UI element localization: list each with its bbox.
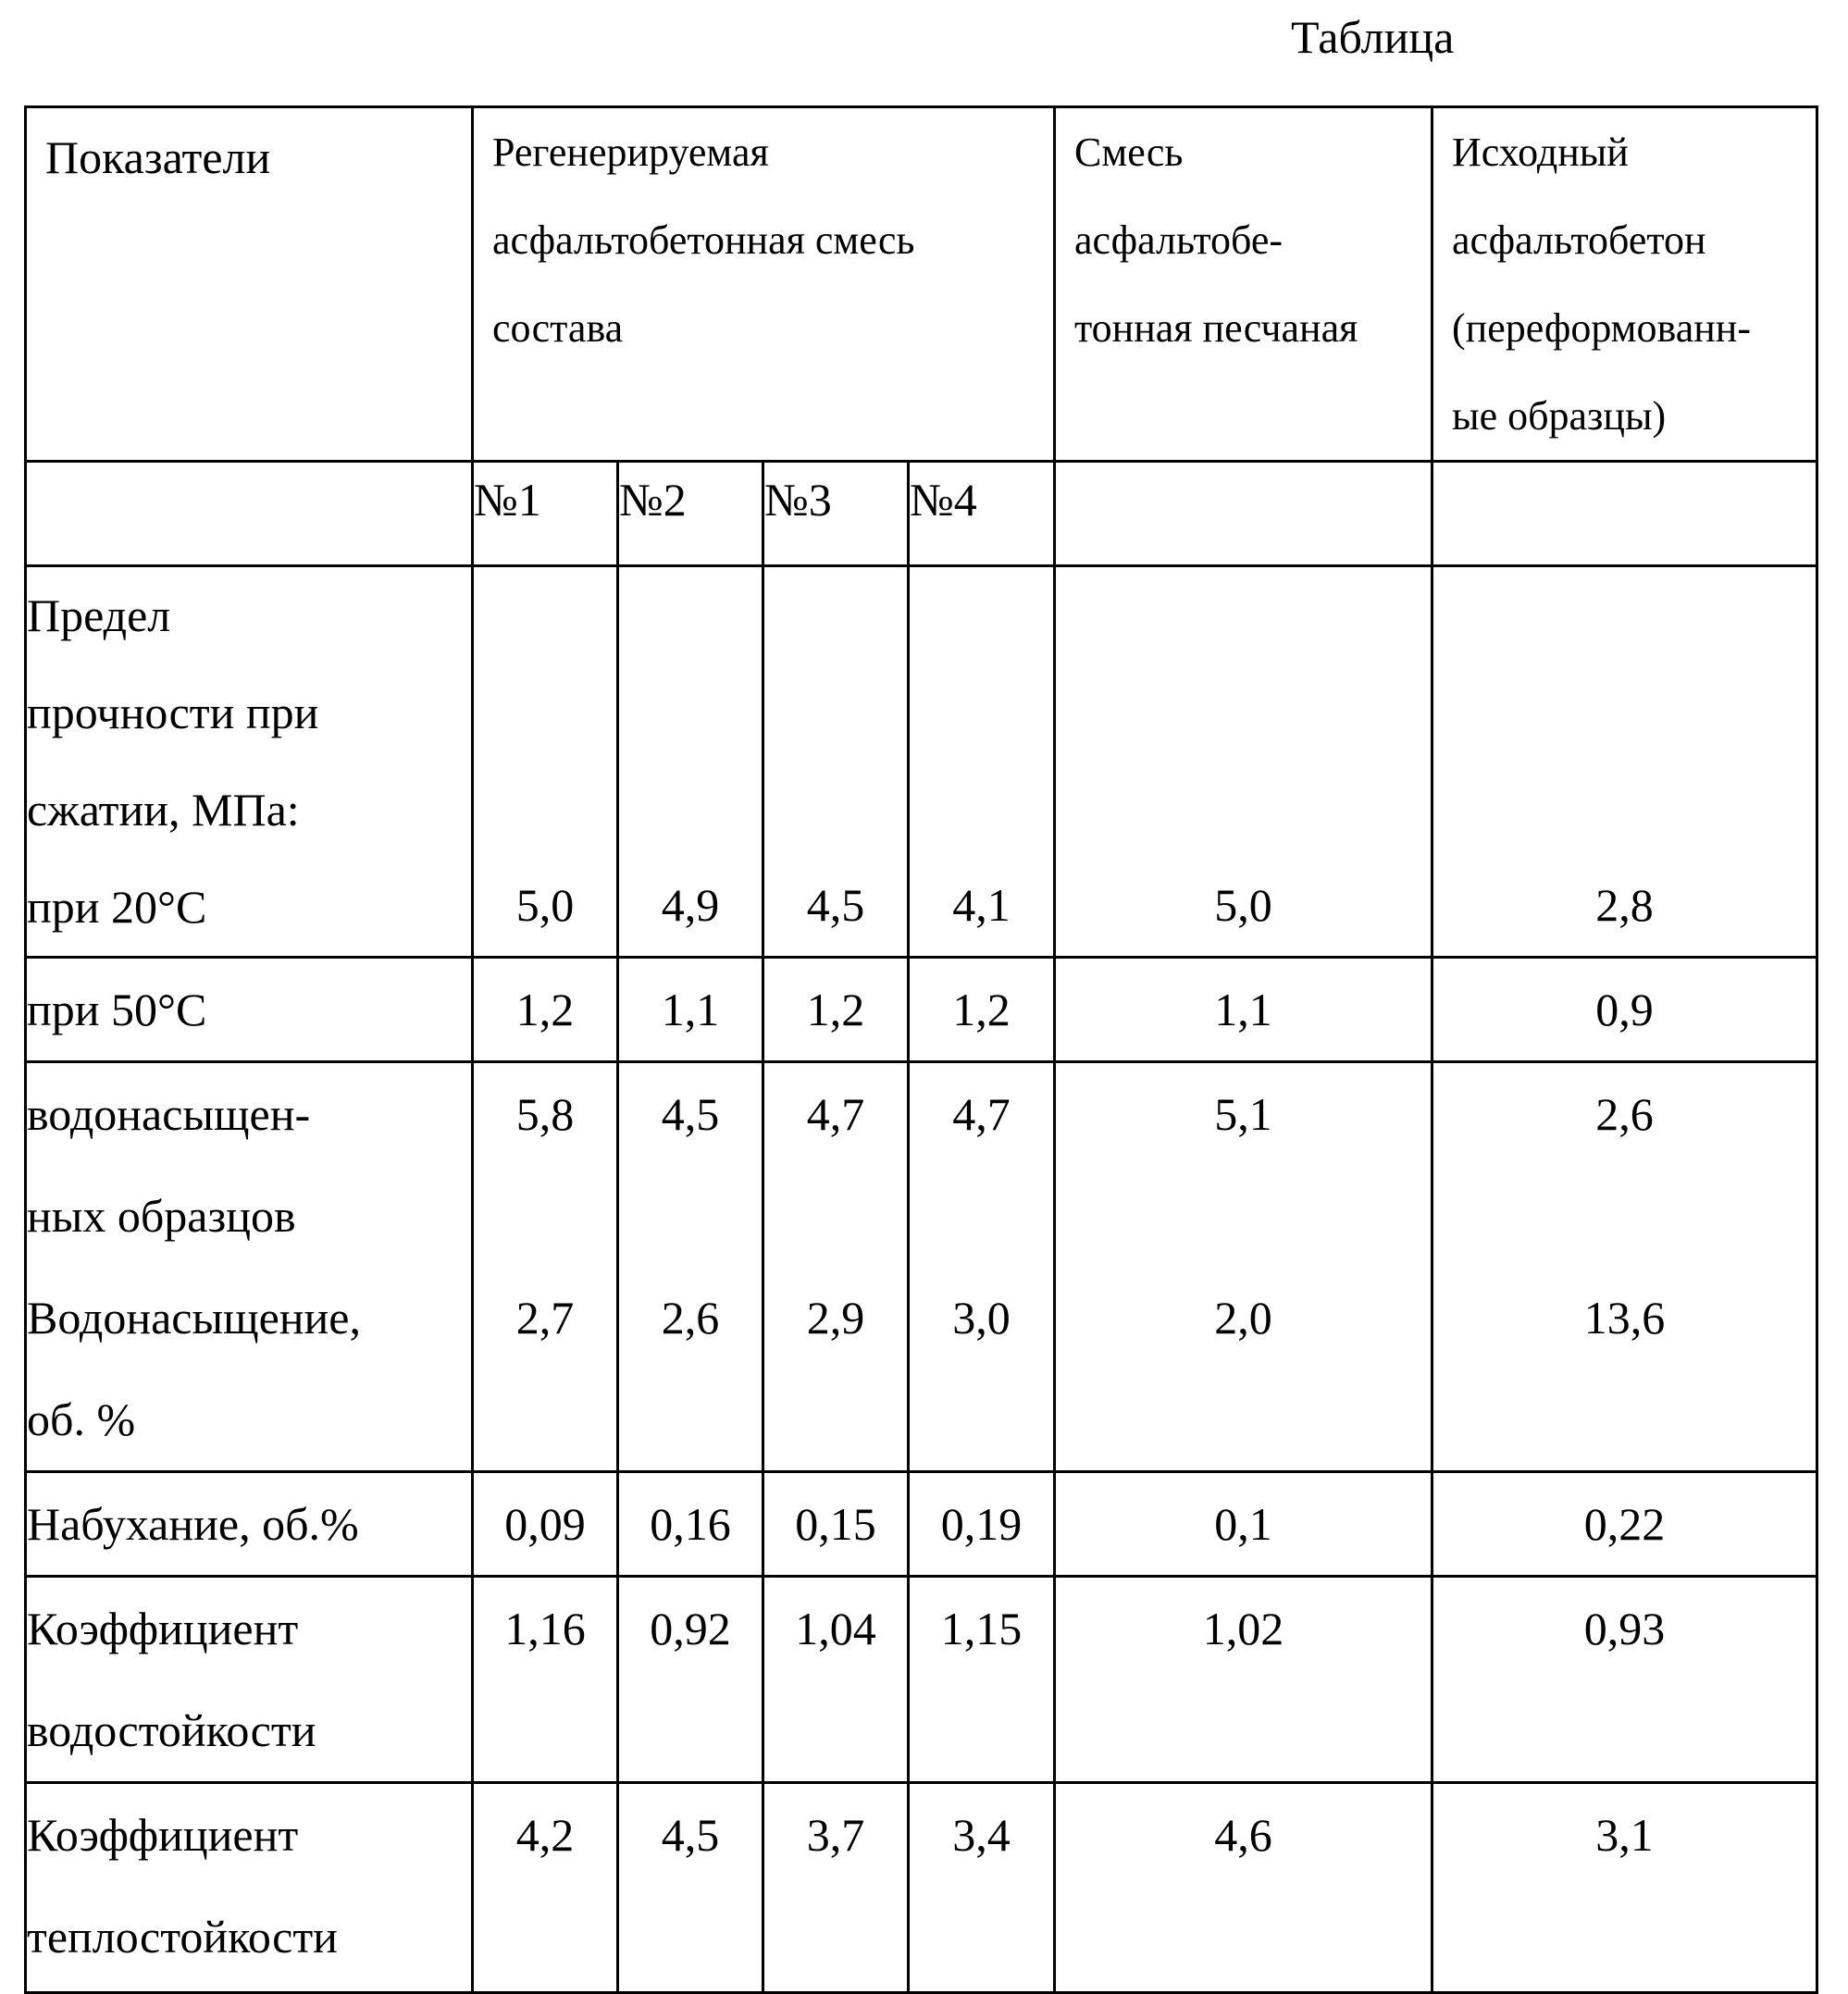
water-saturation-value-original: 13,6 — [1583, 1292, 1666, 1344]
table-row — [26, 1783, 1817, 1993]
at20-value-sand: 5,0 — [1055, 566, 1433, 958]
header-original-line3: (переформованн- — [1452, 305, 1751, 351]
header-sand-line2: асфальтобе- — [1074, 217, 1284, 263]
water-sat-samples-line1: водонасыщен- — [27, 1088, 311, 1140]
water-sat-samples-value-2: 4,5 — [661, 1088, 720, 1140]
water-resistance-label-cell — [26, 1577, 473, 1783]
water-resistance-value-sand: 1,02 — [1055, 1577, 1433, 1783]
water-sat-values-1 — [473, 1062, 618, 1472]
at20-value-4: 4,1 — [909, 566, 1055, 958]
swelling-value-1: 0,09 — [473, 1472, 618, 1577]
header-indicators-text: Показатели — [45, 131, 271, 183]
composition-empty — [26, 462, 473, 566]
header-sand-mix — [1055, 107, 1433, 462]
water-saturation-value-2: 2,6 — [661, 1292, 720, 1344]
swelling-value-2: 0,16 — [618, 1472, 763, 1577]
strength-label-line1: Предел — [27, 589, 171, 641]
table-row — [26, 958, 1817, 1062]
header-original-line2: асфальтобетон — [1452, 217, 1706, 263]
heat-resistance-label-cell — [26, 1783, 473, 1993]
results-table — [24, 105, 1818, 1994]
heat-resistance-value-3: 3,7 — [763, 1783, 909, 1993]
water-sat-values-original — [1433, 1062, 1817, 1472]
header-original-line1: Исходный — [1452, 130, 1629, 175]
header-regenerated-line1: Регенерируемая — [492, 130, 769, 175]
heat-resistance-value-1: 4,2 — [473, 1783, 618, 1993]
water-sat-values-3 — [763, 1062, 909, 1472]
strength-label-line3: сжатии, МПа: — [27, 784, 300, 836]
heat-resistance-value-sand: 4,6 — [1055, 1783, 1433, 1993]
heat-resistance-line2: теплостойкости — [27, 1911, 338, 1963]
at20-value-2: 4,9 — [618, 566, 763, 958]
water-saturation-value-sand: 2,0 — [1214, 1292, 1272, 1344]
header-sand-line1: Смесь — [1074, 130, 1184, 175]
water-sat-values-2 — [618, 1062, 763, 1472]
at50-value-original: 0,9 — [1433, 958, 1817, 1062]
composition-4: №4 — [909, 462, 1055, 566]
header-row — [26, 107, 1817, 462]
water-saturation-value-4: 3,0 — [952, 1292, 1011, 1344]
water-resistance-line2: водостойкости — [27, 1704, 316, 1756]
table-row — [26, 566, 1817, 958]
composition-1: №1 — [473, 462, 618, 566]
at50-value-4: 1,2 — [909, 958, 1055, 1062]
header-sand-line3: тонная песчаная — [1074, 305, 1358, 351]
at50-value-2: 1,1 — [618, 958, 763, 1062]
composition-2: №2 — [618, 462, 763, 566]
composition-sand-empty — [1055, 462, 1433, 566]
at20-value-3: 4,5 — [763, 566, 909, 958]
swelling-value-4: 0,19 — [909, 1472, 1055, 1577]
header-regenerated-line3: состава — [492, 305, 624, 351]
heat-resistance-value-2: 4,5 — [618, 1783, 763, 1993]
water-resistance-value-1: 1,16 — [473, 1577, 618, 1783]
at50-value-3: 1,2 — [763, 958, 909, 1062]
heat-resistance-line1: Коэффициент — [27, 1809, 299, 1861]
header-indicators — [26, 107, 473, 462]
water-sat-samples-line2: ных образцов — [27, 1190, 296, 1242]
heat-resistance-value-original: 3,1 — [1433, 1783, 1817, 1993]
header-original-line4: ые образцы) — [1452, 393, 1667, 439]
water-saturation-line1: Водонасыщение, — [27, 1292, 361, 1344]
water-sat-values-4 — [909, 1062, 1055, 1472]
water-resistance-value-original: 0,93 — [1433, 1577, 1817, 1783]
table-row — [26, 1472, 1817, 1577]
water-sat-samples-value-sand: 5,1 — [1214, 1088, 1272, 1140]
at20-label: при 20°С — [27, 881, 207, 933]
water-sat-label-cell — [26, 1062, 473, 1472]
header-regenerated-mix — [473, 107, 1055, 462]
strength-label-cell — [26, 566, 473, 958]
water-sat-samples-value-4: 4,7 — [952, 1088, 1011, 1140]
table-row — [26, 1062, 1817, 1472]
heat-resistance-value-4: 3,4 — [909, 1783, 1055, 1993]
swelling-value-3: 0,15 — [763, 1472, 909, 1577]
header-original-concrete — [1433, 107, 1817, 462]
water-resistance-value-4: 1,15 — [909, 1577, 1055, 1783]
composition-row — [26, 462, 1817, 566]
strength-label-line2: прочности при — [27, 687, 319, 738]
composition-3: №3 — [763, 462, 909, 566]
at20-value-1: 5,0 — [473, 566, 618, 958]
at20-value-original: 2,8 — [1433, 566, 1817, 958]
at50-value-1: 1,2 — [473, 958, 618, 1062]
water-resistance-value-2: 0,92 — [618, 1577, 763, 1783]
composition-original-empty — [1433, 462, 1817, 566]
water-saturation-value-3: 2,9 — [806, 1292, 865, 1344]
swelling-label: Набухание, об.% — [26, 1472, 473, 1577]
water-saturation-line2: об. % — [27, 1393, 136, 1445]
water-sat-values-sand — [1055, 1062, 1433, 1472]
header-regenerated-line2: асфальтобетонная смесь — [492, 217, 915, 263]
at50-label: при 50°С — [26, 958, 473, 1062]
water-sat-samples-value-3: 4,7 — [806, 1088, 865, 1140]
water-saturation-value-1: 2,7 — [515, 1292, 575, 1344]
swelling-value-sand: 0,1 — [1055, 1472, 1433, 1577]
water-sat-samples-value-1: 5,8 — [515, 1088, 575, 1140]
water-resistance-value-3: 1,04 — [763, 1577, 909, 1783]
table-row — [26, 1577, 1817, 1783]
swelling-value-original: 0,22 — [1433, 1472, 1817, 1577]
table-caption: Таблица — [1291, 11, 1455, 63]
water-sat-samples-value-original: 2,6 — [1595, 1088, 1654, 1140]
at50-value-sand: 1,1 — [1055, 958, 1433, 1062]
water-resistance-line1: Коэффициент — [27, 1603, 299, 1654]
